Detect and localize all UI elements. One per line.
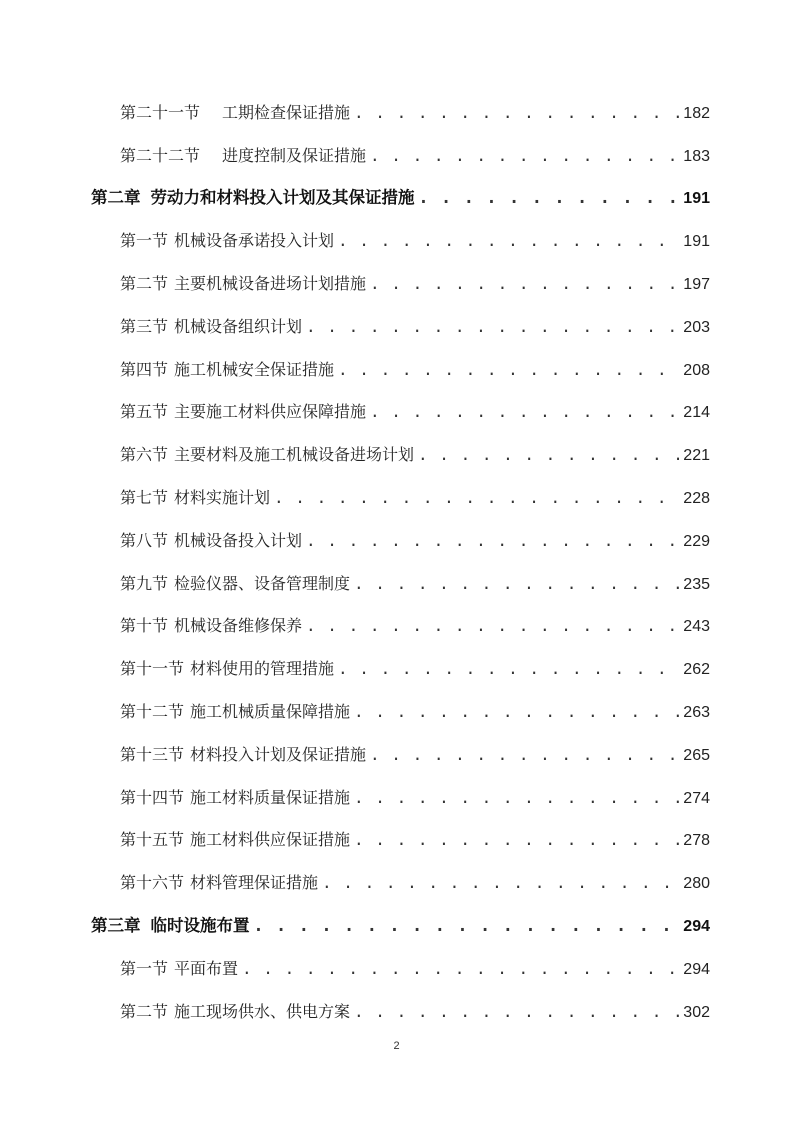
toc-section-label: 第一节: [120, 959, 169, 978]
toc-page-number: 294: [683, 961, 710, 978]
toc-entry[interactable]: [120, 98, 710, 128]
toc-section-label: 第二十二节: [120, 146, 201, 165]
toc-entry-title: 材料管理保证措施: [190, 873, 319, 892]
dot-leader: [370, 269, 679, 299]
dot-leader: [419, 183, 680, 213]
toc-chapter-label: 第三章: [91, 916, 141, 935]
toc-page-number: 221: [683, 447, 710, 464]
toc-entry-title: 机械设备维修保养: [174, 616, 303, 635]
toc-page-number: 274: [683, 790, 710, 807]
toc-section-label: 第二十一节: [120, 103, 201, 122]
toc-entry[interactable]: [120, 611, 710, 641]
toc-section-label: 第二节: [120, 1002, 169, 1021]
toc-page-number: 182: [683, 105, 710, 122]
toc-section-label: 第十六节: [120, 873, 185, 892]
dot-leader: [306, 526, 679, 556]
dot-leader: [354, 697, 679, 727]
toc-entry[interactable]: [120, 226, 710, 256]
dot-leader: [370, 397, 679, 427]
dot-leader: [354, 997, 679, 1027]
toc-entry-title: 机械设备投入计划: [174, 531, 303, 550]
toc-page-number: 229: [683, 533, 710, 550]
dot-leader: [354, 98, 679, 128]
toc-entry[interactable]: [120, 783, 710, 813]
toc-page-number: 191: [683, 233, 710, 250]
toc-entry[interactable]: [120, 997, 710, 1027]
dot-leader: [338, 226, 679, 256]
toc-chapter-title: 临时设施布置: [150, 916, 250, 935]
toc-section-label: 第二节: [120, 274, 169, 293]
dot-leader: [370, 141, 679, 171]
toc-chapter-title: 劳动力和材料投入计划及其保证措施: [150, 188, 415, 207]
toc-section-label: 第八节: [120, 531, 169, 550]
toc-entry-title: 施工材料质量保证措施: [190, 788, 351, 807]
toc-page-number: 228: [683, 490, 710, 507]
toc-page-number: 214: [683, 404, 710, 421]
dot-leader: [306, 611, 679, 641]
toc-entry-title: 施工机械安全保证措施: [174, 360, 335, 379]
toc-section-label: 第六节: [120, 445, 169, 464]
toc-chapter-entry[interactable]: [91, 183, 710, 213]
dot-leader: [370, 740, 679, 770]
footer-page-number: 2: [393, 1040, 400, 1052]
toc-entry[interactable]: [120, 269, 710, 299]
toc-entry[interactable]: [120, 868, 710, 898]
toc-page-number: 183: [683, 148, 710, 165]
toc-page-number: 203: [683, 319, 710, 336]
toc-entry[interactable]: [120, 954, 710, 984]
toc-entry-title: 平面布置: [174, 959, 239, 978]
dot-leader: [354, 569, 679, 599]
toc-page-number: 302: [683, 1004, 710, 1021]
toc-entry[interactable]: [120, 483, 710, 513]
toc-entry-title: 施工现场供水、供电方案: [174, 1002, 351, 1021]
toc-entry[interactable]: [120, 697, 710, 727]
toc-entry-title: 施工机械质量保障措施: [190, 702, 351, 721]
dot-leader: [274, 483, 679, 513]
dot-leader: [338, 355, 679, 385]
dot-leader: [418, 440, 679, 470]
toc-entry-title: 主要材料及施工机械设备进场计划: [174, 445, 415, 464]
toc-section-label: 第一节: [120, 231, 169, 250]
toc-entry-title: 工期检查保证措施: [222, 103, 351, 122]
toc-entry-title: 材料使用的管理措施: [190, 659, 335, 678]
toc-section-label: 第三节: [120, 317, 169, 336]
toc-entry-title: 机械设备组织计划: [174, 317, 303, 336]
toc-section-label: 第四节: [120, 360, 169, 379]
toc-section-label: 第十五节: [120, 830, 185, 849]
toc-entry[interactable]: [120, 141, 710, 171]
toc-page-number: 243: [683, 618, 710, 635]
toc-entry[interactable]: [120, 825, 710, 855]
toc-entry[interactable]: [120, 312, 710, 342]
toc-entry-title: 机械设备承诺投入计划: [174, 231, 335, 250]
dot-leader: [322, 868, 679, 898]
toc-entry[interactable]: [120, 397, 710, 427]
toc-section-label: 第十三节: [120, 745, 185, 764]
toc-section-label: 第九节: [120, 574, 169, 593]
toc-entry-title: 施工材料供应保证措施: [190, 830, 351, 849]
toc-section-label: 第七节: [120, 488, 169, 507]
toc-page-number: 263: [683, 704, 710, 721]
toc-entry-title: 材料投入计划及保证措施: [190, 745, 367, 764]
dot-leader: [254, 911, 680, 941]
toc-section-label: 第十四节: [120, 788, 185, 807]
toc-entry[interactable]: [120, 355, 710, 385]
dot-leader: [242, 954, 679, 984]
toc-page-number: 235: [683, 576, 710, 593]
toc-section-label: 第十二节: [120, 702, 185, 721]
toc-page-number: 262: [683, 661, 710, 678]
dot-leader: [354, 825, 679, 855]
toc-entry[interactable]: [120, 740, 710, 770]
toc-page-number: 191: [683, 190, 710, 207]
toc-entry[interactable]: [120, 569, 710, 599]
toc-page-number: 197: [683, 276, 710, 293]
toc-entry-title: 主要施工材料供应保障措施: [174, 402, 367, 421]
toc-page-number: 208: [683, 362, 710, 379]
toc-entry[interactable]: [120, 440, 710, 470]
toc-page-number: 265: [683, 747, 710, 764]
toc-chapter-label: 第二章: [91, 188, 141, 207]
toc-entry[interactable]: [120, 526, 710, 556]
toc-entry[interactable]: [120, 654, 710, 684]
toc-section-label: 第十一节: [120, 659, 185, 678]
dot-leader: [338, 654, 679, 684]
toc-section-label: 第十节: [120, 616, 169, 635]
toc-entry-title: 主要机械设备进场计划措施: [174, 274, 367, 293]
toc-page-number: 280: [683, 875, 710, 892]
toc-entry-title: 检验仪器、设备管理制度: [174, 574, 351, 593]
toc-entry-title: 进度控制及保证措施: [222, 146, 367, 165]
dot-leader: [306, 312, 679, 342]
toc-page-number: 278: [683, 832, 710, 849]
toc-section-label: 第五节: [120, 402, 169, 421]
toc-entry-title: 材料实施计划: [174, 488, 271, 507]
toc-page-number: 294: [683, 918, 710, 935]
dot-leader: [354, 783, 679, 813]
toc-chapter-entry[interactable]: [91, 911, 710, 941]
